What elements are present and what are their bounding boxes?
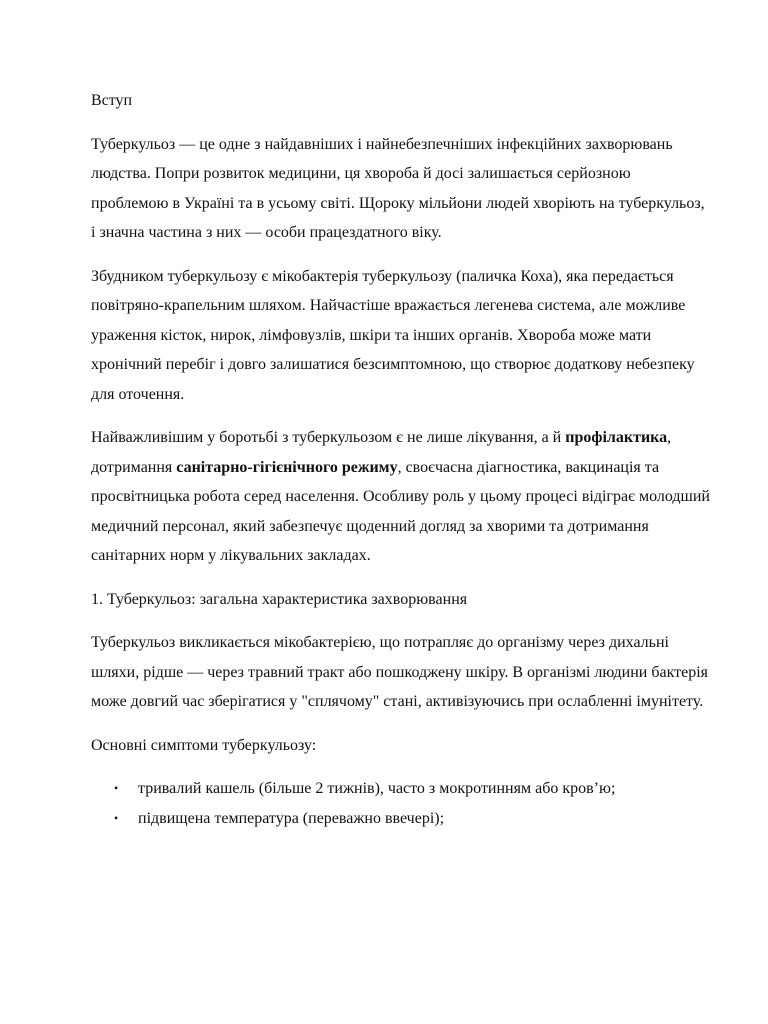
section-1-heading: 1. Туберкульоз: загальна характеристика захворювання	[91, 590, 468, 608]
para3-text-3: , своєчасна діагностика, вакцинація та просвітницька робота серед населення. Особливу роль у цьому процесі відіграє молодший медичний персонал, який забезпечує щоденний догляд за хворими та дотримання санітарних норм у лікувальних закладах.	[91, 458, 710, 564]
para3-text-1: Найважливішим у боротьбі з туберкульозом є не лише лікування, а й	[91, 429, 566, 446]
document-page	[91, 86, 711, 833]
intro-paragraph-1: Туберкульоз — це одне з найдавніших і найнебезпечніших інфекційних захворювань людства. Попри розвиток медицини, ця хвороба й досі залишається серйозною проблемою в Україні та в усьому світі. Щороку мільйони людей хворіють на туберкульоз, і значна частина з них — особи працездатного віку.	[91, 135, 705, 241]
intro-paragraph-2: Збудником туберкульозу є мікобактерія туберкульозу (паличка Коха), яка передається повітряно-крапельним шляхом. Найчастіше вражається легенева система, але можливе ураження кісток, нирок, лімфовузлів, шкіри та інших органів. Хвороба може мати хронічний перебіг і довго залишатися безсимптомною, що створює додаткову небезпеку для оточення.	[91, 267, 695, 403]
bullet-icon: •	[114, 781, 119, 795]
para3-text-2: , дотримання	[91, 429, 672, 476]
list-item-text: підвищена температура (переважно ввечері);	[138, 809, 445, 827]
intro-heading: Вступ	[91, 92, 133, 109]
bold-term-sanitary-regime: санітарно-гігієнічного режиму	[176, 458, 398, 476]
list-item	[114, 774, 711, 804]
symptoms-list	[91, 774, 711, 833]
list-item	[114, 804, 711, 834]
symptoms-heading: Основні симптоми туберкульозу:	[91, 736, 317, 754]
list-item-text: тривалий кашель (більше 2 тижнів), часто з мокротинням або кров’ю;	[138, 780, 616, 797]
section-1-paragraph: Туберкульоз викликається мікобактерією, що потрапляє до організму через дихальні шляхи, рідше — через травний тракт або пошкоджену шкіру. В організмі людини бактерія може довгий час зберігатися у "сплячому" стані, активізуючись при ослабленні імунітету.	[91, 634, 709, 710]
intro-paragraph-3	[91, 423, 711, 571]
bold-term-prophylaxis: профілактика	[565, 429, 668, 446]
bullet-icon: •	[114, 810, 119, 825]
